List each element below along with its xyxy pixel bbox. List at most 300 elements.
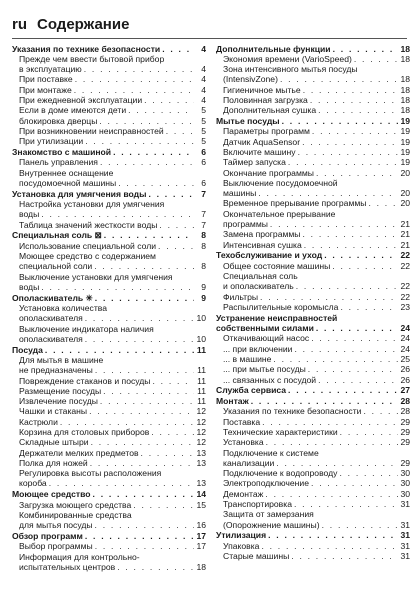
toc-entry-title: Моющее средство с содержанием <box>19 250 156 261</box>
toc-section <box>12 189 206 199</box>
toc-subsection <box>216 406 410 416</box>
toc-entry-title: Окончательное прерывание <box>223 208 336 219</box>
toc-entry-title: испытательных центров <box>19 561 116 572</box>
toc-leader-dots <box>90 458 194 468</box>
toc-subsection <box>12 458 206 468</box>
toc-page-number: 19 <box>400 126 410 137</box>
toc-page-number: 11 <box>197 396 206 407</box>
toc-entry-title: Параметры программ <box>223 126 310 137</box>
page-title: Содержание <box>37 16 130 33</box>
toc-page-number: 19 <box>400 146 410 157</box>
toc-page-number: 18 <box>400 84 410 95</box>
toc-leader-dots <box>304 240 398 250</box>
toc-subsection <box>12 95 206 105</box>
toc-entry-title: Дополнительная сушка <box>223 105 317 116</box>
toc-entry-title: Датчик AquaSensor <box>223 136 301 147</box>
toc-page-number: 30 <box>400 488 410 499</box>
toc-leader-dots <box>268 530 398 540</box>
toc-subsection <box>216 95 410 105</box>
toc-page-number: 10 <box>196 333 206 344</box>
toc-leader-dots <box>95 365 194 375</box>
toc-entry-title: Интенсивная сушка <box>223 239 302 250</box>
toc-page-number: 29 <box>400 426 410 437</box>
toc-page-number: 31 <box>400 519 410 530</box>
toc-entry-title: ... при включении <box>223 343 293 354</box>
toc-page-number: 12 <box>196 406 206 417</box>
toc-leader-dots <box>75 74 194 84</box>
toc-entry-title: ... связанных с посудой <box>223 374 317 385</box>
toc-subsection <box>216 344 410 354</box>
toc-entry-title: канализации <box>223 457 275 468</box>
toc-entry-title: Корзина для столовых приборов <box>19 426 150 437</box>
toc-entry-title: Если в доме имеются дети <box>19 105 127 116</box>
toc-entry-title: При поставке <box>19 74 73 85</box>
toc-entry-title: Подключение к водопроводу <box>223 468 338 479</box>
toc-entry-title: собственными силами <box>216 323 314 334</box>
toc-entry-title: Комбинированные средства <box>19 509 132 520</box>
toc-entry-title: (IntensivZone) <box>223 74 278 85</box>
toc-page-number: 4 <box>201 43 206 54</box>
toc-leader-dots <box>158 241 194 251</box>
toc-leader-dots <box>133 500 194 510</box>
toc-subsection <box>12 406 206 416</box>
toc-leader-dots <box>118 178 194 188</box>
toc-entry-title: Для мытья в машине <box>19 354 104 365</box>
toc-page-number: 29 <box>400 416 410 427</box>
toc-leader-dots <box>302 229 398 239</box>
toc-subsection <box>12 157 206 167</box>
toc-entry-title: Таймер запуска <box>223 157 286 168</box>
toc-entry-title: Экономия времени (VarioSpeed) <box>223 53 352 64</box>
toc-leader-dots <box>296 281 398 291</box>
toc-entry-title: Извлечение посуды <box>19 396 98 407</box>
toc-entry-title: ... при мытье посуды <box>223 364 306 375</box>
toc-subsection <box>12 272 206 293</box>
toc-subsection <box>216 209 410 230</box>
toc-page-number: 13 <box>196 457 206 468</box>
toc-section <box>216 396 410 406</box>
toc-entry-title: ополаскивателя <box>19 333 83 344</box>
toc-entry-title: и ополаскиватель <box>223 281 294 292</box>
toc-page-number: 31 <box>400 530 410 541</box>
toc-leader-dots <box>141 448 194 458</box>
toc-leader-dots <box>41 282 194 292</box>
toc-subsection <box>216 448 410 469</box>
toc-entry-title: Фильтры <box>223 291 259 302</box>
toc-leader-dots <box>316 168 398 178</box>
toc-leader-dots <box>270 219 398 229</box>
toc-subsection <box>216 468 410 478</box>
toc-entry-title: Утилизация <box>216 530 267 541</box>
toc-leader-dots <box>95 541 194 551</box>
toc-leader-dots <box>340 302 398 312</box>
toc-entry-title: ополаскивателя <box>19 313 83 324</box>
toc-entry-title: Использование специальной соли <box>19 240 157 251</box>
toc-page-number: 16 <box>196 520 206 531</box>
toc-subsection <box>12 74 206 84</box>
toc-entry-title: Полка для ножей <box>19 457 88 468</box>
toc-page-number: 22 <box>400 281 410 292</box>
toc-entry-title: посудомоечной машины <box>19 177 117 188</box>
toc-section <box>12 147 206 157</box>
toc-subsection <box>216 509 410 530</box>
toc-entry-title: Временное прерывание программы <box>223 198 367 209</box>
toc-subsection <box>216 499 410 509</box>
toc-subsection <box>12 500 206 510</box>
toc-subsection <box>216 147 410 157</box>
toc-section <box>216 116 410 126</box>
toc-page-number: 5 <box>201 115 206 126</box>
toc-subsection <box>12 105 206 115</box>
toc-entry-title: Электроподключение <box>223 478 310 489</box>
toc-entry-title: Таблица значений жесткости воды <box>19 219 158 230</box>
toc-entry-title: специальной соли <box>19 261 93 272</box>
toc-leader-dots <box>60 417 194 427</box>
toc-leader-dots <box>333 44 398 54</box>
toc-leader-dots <box>266 437 398 447</box>
toc-entry-title: Общее состояние машины <box>223 260 331 271</box>
toc-page-number: 22 <box>400 291 410 302</box>
toc-entry-title: Информация для контрольно- <box>19 551 140 562</box>
toc-entry-title: Упаковка <box>223 540 260 551</box>
toc-section <box>12 531 206 541</box>
toc-leader-dots <box>308 364 398 374</box>
toc-subsection <box>216 168 410 178</box>
toc-section <box>12 293 206 303</box>
toc-leader-dots <box>312 126 398 136</box>
toc-page-number: 18 <box>400 74 410 85</box>
toc-page-number: 7 <box>201 188 206 199</box>
toc-leader-dots <box>104 230 194 240</box>
toc-leader-dots <box>89 406 194 416</box>
toc-subsection <box>216 198 410 208</box>
toc-subsection <box>216 478 410 488</box>
toc-subsection <box>216 437 410 447</box>
toc-subsection <box>12 552 206 573</box>
toc-page-number: 31 <box>400 540 410 551</box>
toc-leader-dots <box>74 85 194 95</box>
toc-entry-title: Дополнительные функции <box>216 43 331 54</box>
toc-leader-dots <box>91 437 194 447</box>
toc-leader-dots <box>95 520 194 530</box>
toc-entry-title: Гигиеничное мытье <box>223 84 301 95</box>
toc-leader-dots <box>258 188 398 198</box>
toc-column-left <box>12 43 206 572</box>
toc-entry-title: Транспортировка <box>223 499 292 510</box>
toc-subsection <box>12 427 206 437</box>
toc-subsection <box>216 229 410 239</box>
toc-page-number: 21 <box>400 239 410 250</box>
toc-leader-dots <box>159 220 194 230</box>
toc-leader-dots <box>288 385 398 395</box>
toc-page-number: 22 <box>400 260 410 271</box>
toc-leader-dots <box>340 427 398 437</box>
toc-section <box>216 313 410 334</box>
toc-section <box>216 530 410 540</box>
toc-page-number: 8 <box>201 230 206 241</box>
toc-section <box>12 44 206 54</box>
toc-leader-dots <box>99 116 194 126</box>
toc-subsection <box>12 303 206 324</box>
toc-subsection <box>12 541 206 551</box>
toc-entry-title: Поставка <box>223 416 261 427</box>
toc-subsection <box>216 137 410 147</box>
toc-page-number: 4 <box>201 64 206 75</box>
toc-page-number: 27 <box>400 385 410 396</box>
toc-page-number: 18 <box>400 105 410 116</box>
toc-page-number: 18 <box>400 53 410 64</box>
toc-page-number: 29 <box>400 437 410 448</box>
toc-leader-dots <box>368 198 398 208</box>
toc-subsection <box>12 324 206 345</box>
toc-leader-dots <box>148 189 194 199</box>
toc-leader-dots <box>260 292 398 302</box>
toc-section <box>12 230 206 240</box>
toc-leader-dots <box>100 157 194 167</box>
toc-entry-title: Указания по технике безопасности <box>12 43 161 54</box>
toc-subsection <box>216 271 410 292</box>
toc-leader-dots <box>324 250 398 260</box>
toc-leader-dots <box>265 489 398 499</box>
page-header <box>12 16 129 33</box>
toc-subsection <box>216 292 410 302</box>
toc-leader-dots <box>94 261 194 271</box>
toc-subsection <box>216 157 410 167</box>
toc-page-number: 28 <box>400 406 410 417</box>
toc-subsection <box>12 468 206 489</box>
toc-page-number: 11 <box>196 344 206 355</box>
toc-entry-title: Выбор программы <box>19 541 93 552</box>
toc-entry-title: Замена программы <box>223 229 301 240</box>
toc-subsection <box>216 302 410 312</box>
toc-subsection <box>216 178 410 199</box>
toc-page-number: 6 <box>201 146 206 157</box>
toc-subsection <box>216 364 410 374</box>
toc-entry-title: Установка количества <box>19 302 108 313</box>
toc-entry-title: Установка для умягчения воды <box>12 188 147 199</box>
toc-page-number: 20 <box>400 188 410 199</box>
toc-subsection <box>12 126 206 136</box>
toc-subsection <box>216 85 410 95</box>
toc-page-number: 17 <box>196 530 206 541</box>
toc-subsection <box>12 168 206 189</box>
toc-entry-title: При утилизации <box>19 136 84 147</box>
toc-subsection <box>216 261 410 271</box>
toc-leader-dots <box>288 157 398 167</box>
toc-leader-dots <box>276 458 398 468</box>
toc-leader-dots <box>113 147 194 157</box>
toc-page-number: 24 <box>400 323 410 334</box>
toc-leader-dots <box>302 137 398 147</box>
toc-page-number: 26 <box>400 364 410 375</box>
toc-subsection <box>216 541 410 551</box>
toc-page-number: 22 <box>400 250 410 261</box>
toc-page-number: 4 <box>201 94 206 105</box>
toc-page-number: 9 <box>201 292 206 303</box>
toc-leader-dots <box>152 376 194 386</box>
toc-subsection <box>12 251 206 272</box>
toc-leader-dots <box>332 261 398 271</box>
toc-entry-title: Внутреннее оснащение <box>19 167 114 178</box>
toc-leader-dots <box>294 499 398 509</box>
toc-entry-title: Выключение посудомоечной <box>223 177 338 188</box>
header-divider <box>12 38 407 39</box>
toc-entry-title: Размещение посуды <box>19 385 102 396</box>
toc-subsection <box>12 116 206 126</box>
toc-leader-dots <box>251 396 398 406</box>
toc-entry-title: Подключение к системе <box>223 447 319 458</box>
toc-entry-title: блокировка дверцы <box>19 115 98 126</box>
toc-entry-title: При монтаже <box>19 84 72 95</box>
toc-entry-title: Знакомство с машиной <box>12 146 112 157</box>
toc-section <box>12 489 206 499</box>
toc-page-number: 15 <box>196 499 206 510</box>
toc-subsection <box>12 199 206 220</box>
toc-page-number: 11 <box>197 375 206 386</box>
toc-subsection <box>12 396 206 406</box>
toc-entry-title: Складные штыри <box>19 437 89 448</box>
toc-page-number: 11 <box>197 365 206 376</box>
toc-page-number: 9 <box>201 281 206 292</box>
toc-subsection <box>12 241 206 251</box>
toc-page-number: 18 <box>196 561 206 572</box>
toc-page-number: 23 <box>400 301 410 312</box>
toc-subsection <box>12 417 206 427</box>
toc-entry-title: Служба сервиса <box>216 385 287 396</box>
toc-entry-title: в эксплуатацию <box>19 64 82 75</box>
toc-entry-title: Окончание программы <box>223 167 314 178</box>
toc-leader-dots <box>41 209 194 219</box>
toc-entry-title: Регулировка высоты расположения <box>19 468 162 479</box>
toc-leader-dots <box>339 468 398 478</box>
toc-page-number: 10 <box>196 313 206 324</box>
toc-page-number: 28 <box>400 396 410 407</box>
toc-leader-dots <box>322 520 398 530</box>
toc-entry-title: Включите машину <box>223 146 296 157</box>
toc-entry-title: воды <box>19 209 40 220</box>
toc-leader-dots <box>128 105 194 115</box>
toc-leader-dots <box>85 136 194 146</box>
toc-page-number: 31 <box>400 499 410 510</box>
toc-leader-dots <box>311 478 398 488</box>
toc-entry-title: Ополаскиватель ✳ <box>12 292 93 303</box>
toc-entry-title: Защита от замерзания <box>223 509 314 520</box>
toc-entry-title: Установка <box>223 437 264 448</box>
toc-page-number: 4 <box>201 84 206 95</box>
toc-entry-title: Повреждение стаканов и посуды <box>19 375 151 386</box>
toc-page-number: 6 <box>201 157 206 168</box>
toc-entry-title: Прежде чем ввести бытовой прибор <box>19 53 165 64</box>
toc-page-number: 18 <box>400 94 410 105</box>
toc-page-number: 6 <box>201 177 206 188</box>
toc-entry-title: Мытье посуды <box>216 116 280 127</box>
toc-page-number: 30 <box>400 468 410 479</box>
toc-entry-title: Держатели мелких предметов <box>19 447 139 458</box>
toc-page-number: 14 <box>196 489 206 500</box>
toc-entry-title: короба <box>19 478 47 489</box>
toc-subsection <box>216 105 410 115</box>
toc-leader-dots <box>166 126 194 136</box>
toc-entry-title: ... в машине <box>223 353 272 364</box>
toc-entry-title: Распылительные коромысла <box>223 301 339 312</box>
toc-subsection <box>216 489 410 499</box>
toc-section <box>216 250 410 260</box>
toc-entry-title: для мытья посуды <box>19 520 93 531</box>
toc-subsection <box>12 386 206 396</box>
toc-page-number: 19 <box>400 157 410 168</box>
toc-page-number: 5 <box>201 136 206 147</box>
toc-page-number: 24 <box>400 343 410 354</box>
toc-leader-dots <box>363 406 398 416</box>
toc-page-number: 7 <box>201 219 206 230</box>
toc-leader-dots <box>151 427 194 437</box>
toc-section <box>12 345 206 355</box>
toc-page-number: 12 <box>196 426 206 437</box>
toc-page-number: 5 <box>201 125 206 136</box>
toc-subsection <box>12 437 206 447</box>
toc-section <box>216 44 410 54</box>
toc-leader-dots <box>310 95 398 105</box>
toc-entry-title: Техобслуживание и уход <box>216 250 323 261</box>
toc-leader-dots <box>162 44 194 54</box>
toc-subsection <box>12 85 206 95</box>
toc-subsection <box>216 126 410 136</box>
toc-leader-dots <box>93 489 194 499</box>
toc-column-right <box>216 43 410 561</box>
toc-entry-title: Специальная соль ⊠ <box>12 230 102 241</box>
toc-leader-dots <box>45 345 194 355</box>
toc-leader-dots <box>311 333 398 343</box>
toc-page-number: 20 <box>400 167 410 178</box>
toc-subsection <box>216 354 410 364</box>
toc-entry-title: Выключение индикатора наличия <box>19 323 154 334</box>
toc-entry-title: (Опорожнение машины) <box>223 519 320 530</box>
toc-page-number: 21 <box>400 219 410 230</box>
toc-entry-title: Устранение неисправностей <box>216 312 338 323</box>
toc-entry-title: Выключение установки для умягчения <box>19 271 173 282</box>
toc-page-number: 17 <box>196 541 206 552</box>
toc-subsection <box>216 551 410 561</box>
toc-entry-title: машины <box>223 188 257 199</box>
toc-leader-dots <box>49 478 194 488</box>
toc-entry-title: не предназначены <box>19 365 93 376</box>
toc-page-number: 13 <box>196 447 206 458</box>
toc-leader-dots <box>294 344 398 354</box>
toc-leader-dots <box>316 323 398 333</box>
toc-entry-title: Старые машины <box>223 551 290 562</box>
toc-subsection <box>12 136 206 146</box>
toc-subsection <box>216 54 410 64</box>
toc-entry-title: Кастрюли <box>19 416 58 427</box>
toc-section <box>216 385 410 395</box>
toc-leader-dots <box>85 313 194 323</box>
toc-entry-title: Посуда <box>12 344 43 355</box>
toc-entry-title: Панель управления <box>19 157 98 168</box>
toc-subsection <box>12 510 206 531</box>
toc-leader-dots <box>85 334 194 344</box>
toc-entry-title: Половинная загрузка <box>223 94 308 105</box>
toc-subsection <box>12 376 206 386</box>
toc-leader-dots <box>298 147 398 157</box>
toc-page-number: 8 <box>201 240 206 251</box>
toc-entry-title: При ежедневной эксплуатации <box>19 94 143 105</box>
toc-subsection <box>12 220 206 230</box>
toc-subsection <box>12 448 206 458</box>
toc-page-number: 25 <box>400 353 410 364</box>
toc-page-number: 8 <box>201 261 206 272</box>
language-code: ru <box>12 16 27 33</box>
toc-entry-title: Указания по технике безопасности <box>223 406 362 417</box>
